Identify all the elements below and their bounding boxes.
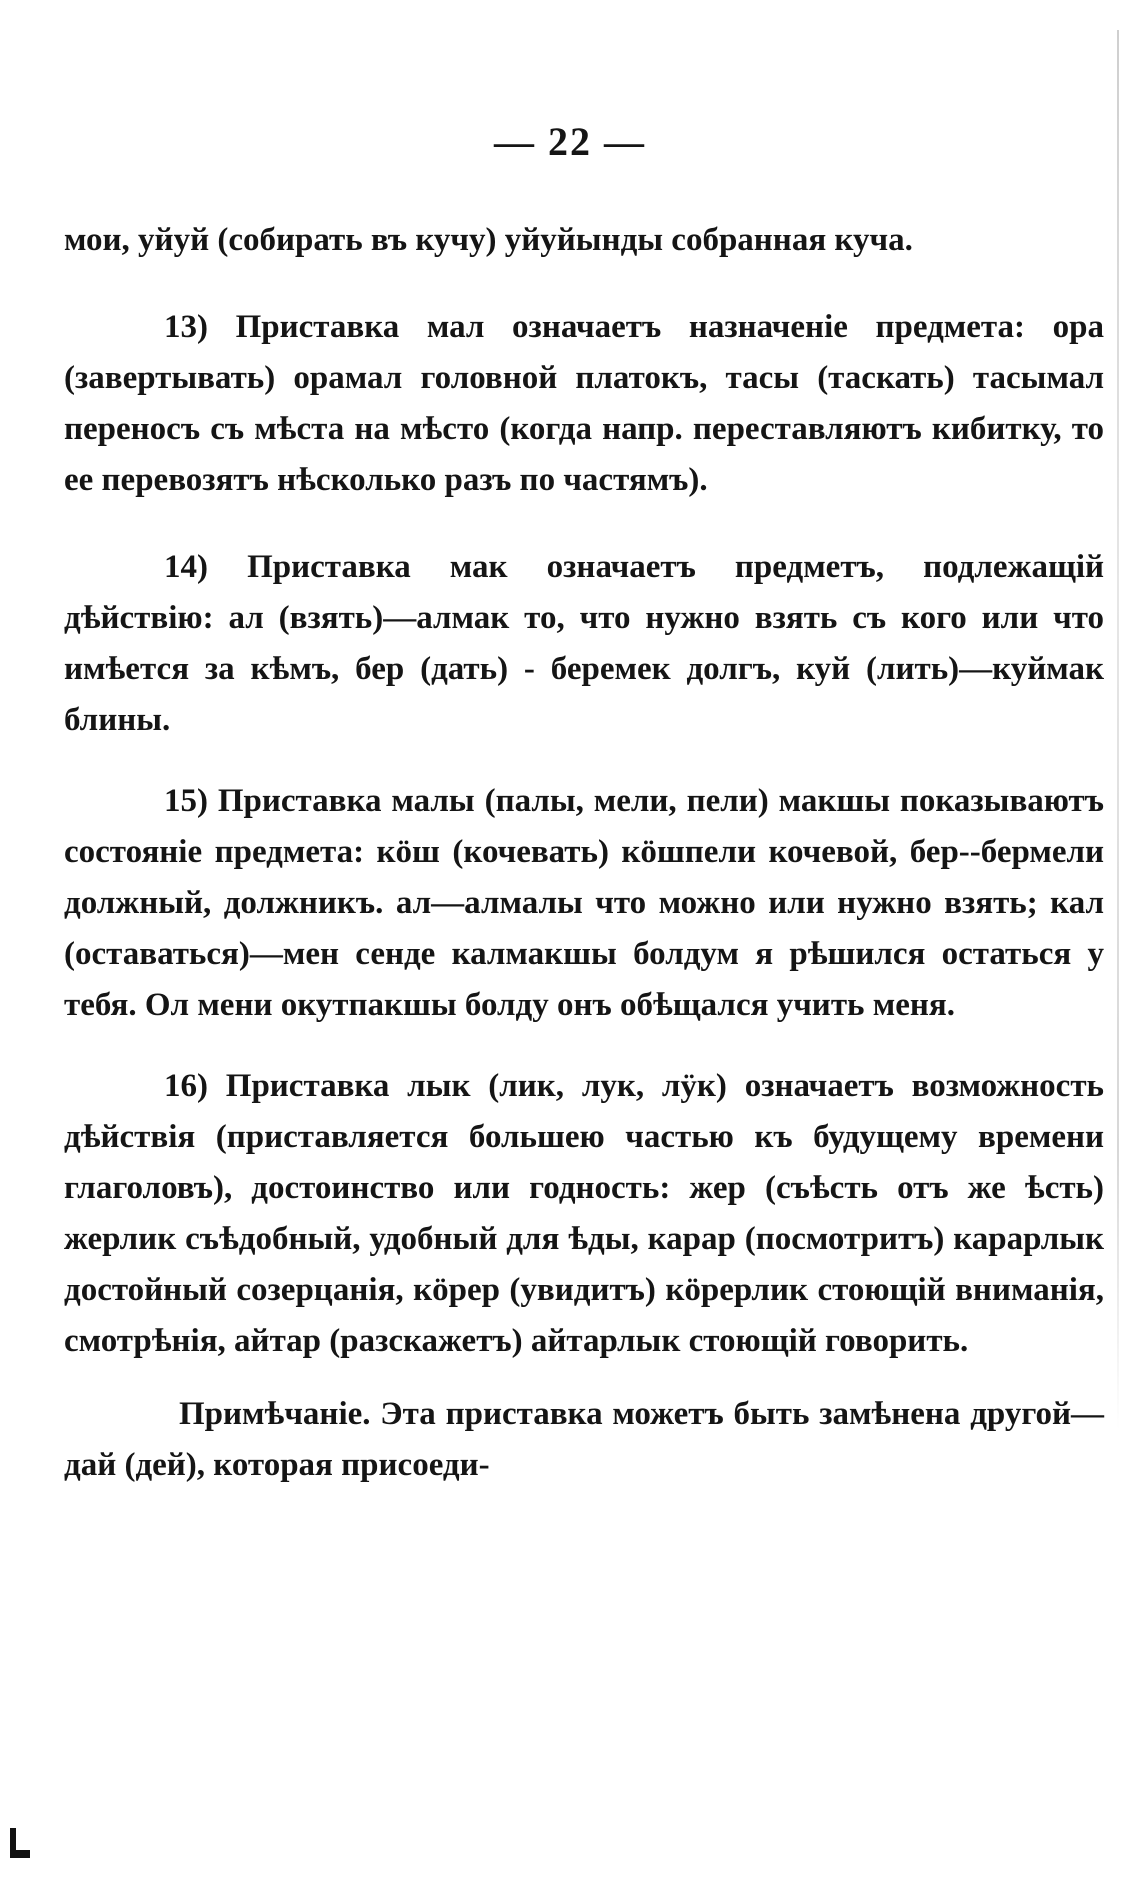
corner-mark-icon [8, 1828, 30, 1858]
paragraph-15: 15) Приставка малы (палы, мели, пели) макшы показываютъ состояніе предмета: кöш (кочевать) кöшпели кочевой, бер--бермели должный, должникъ. ал—алмалы что можно или нужно взять; кал (оставаться)—мен сенде калмакшы болдум я рѣшился остаться у тебя. Ол мени окутпакшы болду онъ обѣщался учить меня. [64, 783, 1104, 1023]
page-number: — 22 — [494, 119, 646, 164]
note-block [64, 1389, 1104, 1491]
paragraph-16: 16) Приставка лык (лик, лук, лÿк) означаетъ возможность дѣйствія (приставляется большею частью къ будущему времени глаголовъ), достоинство или годность: жер (съѣсть отъ же ѣсть) жерлик съѣдобный, удобный для ѣды, карар (посмотритъ) карарлык достойный созерцанія, кöрер (увидитъ) кöрерлик стоющій вниманія, смотрѣнія, айтар (разскажетъ) айтарлык стоющій говорить. [64, 1068, 1104, 1359]
text-column [64, 215, 1104, 1491]
paragraph-continuation: мои, уйуй (собирать въ кучу) уйуйынды собранная куча. [64, 222, 913, 258]
paragraph-13: 13) Приставка мал означаетъ назначеніе предмета: ора (завертывать) орамал головной платокъ, тасы (таскать) тасымал переносъ съ мѣста на мѣсто (когда напр. переставляютъ кибитку, то ее перевозятъ нѣсколько разъ по частямъ). [64, 309, 1104, 498]
paragraph-14: 14) Приставка мак означаетъ предметъ, подлежащій дѣйствію: ал (взять)—алмак то, что нужно взять съ кого или что имѣется за кѣмъ, бер (дать) - беремек долгъ, куй (лить)—куймак блины. [64, 549, 1104, 738]
scan-edge-line [1117, 30, 1119, 1430]
note-paragraph: Примѣчаніе. Эта приставка можетъ быть замѣнена другой—дай (дей), которая присоеди- [64, 1396, 1104, 1483]
